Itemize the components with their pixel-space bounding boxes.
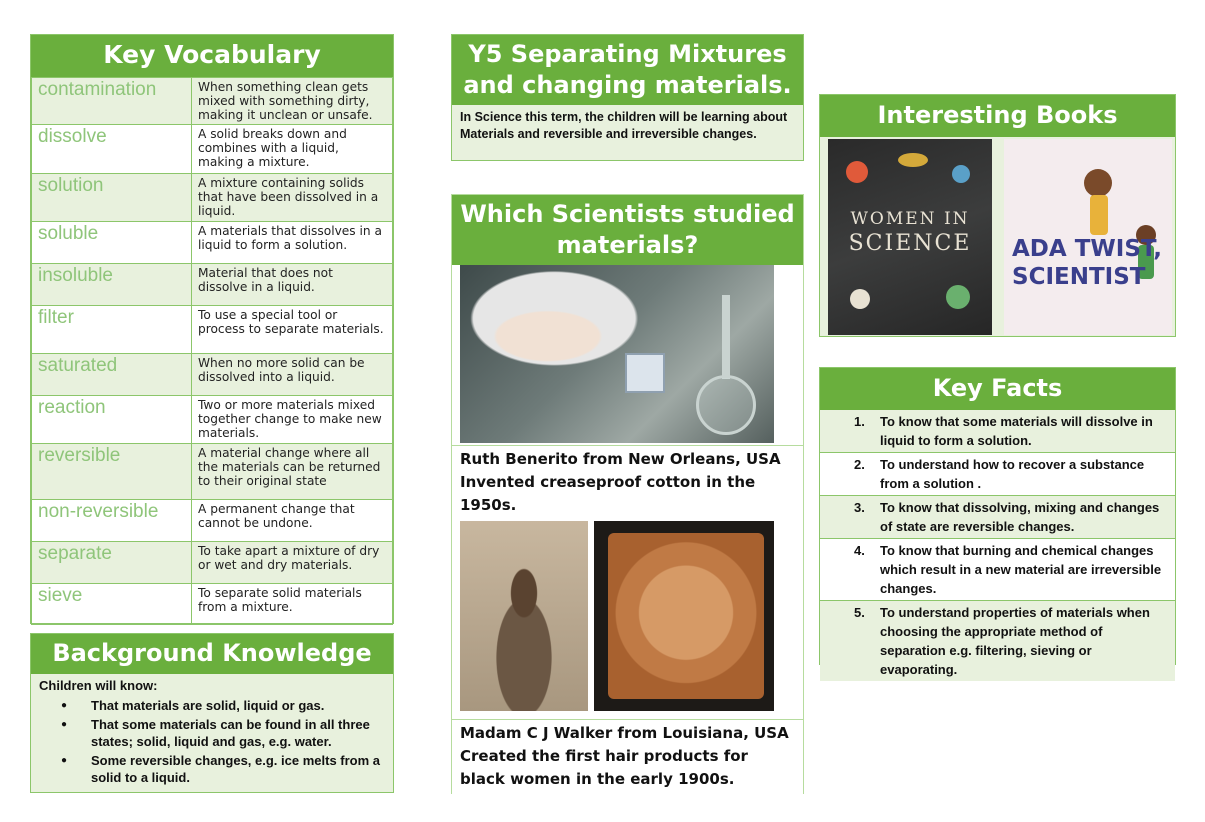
vocab-definition: A permanent change that cannot be undone. (192, 500, 393, 542)
vocab-term: insoluble (32, 264, 192, 306)
scientists-panel (451, 194, 804, 794)
background-item: ● That some materials can be found in all three states; solid, liquid and gas, e.g. water. (61, 716, 393, 750)
key-fact-item (820, 410, 1175, 453)
madam-walker-photo (460, 521, 588, 711)
decor-dot (898, 153, 928, 167)
vocab-term: soluble (32, 222, 192, 264)
key-fact-text: To understand properties of materials when choosing the appropriate method of separation e.g. filtering, sieving or evaporating. (880, 605, 1150, 677)
book1-title-line2: SCIENCE (848, 231, 972, 256)
key-fact-number: 2. (854, 457, 865, 472)
vocab-row (32, 174, 393, 222)
vocab-row (32, 542, 393, 584)
key-fact-item (820, 453, 1175, 496)
key-facts-title: Key Facts (820, 368, 1175, 410)
vocab-row (32, 125, 393, 174)
vocab-term: reversible (32, 444, 192, 500)
decor-figure (1084, 169, 1112, 197)
vocab-row (32, 396, 393, 444)
background-knowledge-title: Background Knowledge (31, 634, 393, 674)
madam-walker-caption: Madam C J Walker from Louisiana, USA Created the first hair products for black women in the early 1900s. (452, 719, 803, 795)
key-fact-number: 4. (854, 543, 865, 558)
vocab-definition: A solid breaks down and combines with a liquid, making a mixture. (192, 125, 393, 174)
key-fact-text: To know that some materials will dissolve in liquid to form a solution. (880, 414, 1153, 448)
interesting-books-title: Interesting Books (820, 95, 1175, 137)
vocab-row (32, 306, 393, 354)
key-fact-item (820, 539, 1175, 601)
key-fact-item (820, 496, 1175, 539)
vocab-definition: A materials that dissolves in a liquid to form a solution. (192, 222, 393, 264)
vocab-term: saturated (32, 354, 192, 396)
vocab-row (32, 222, 393, 264)
decor-dot (850, 289, 870, 309)
women-in-science-book-cover (828, 139, 992, 335)
background-list (31, 697, 393, 786)
vocab-definition: Two or more materials mixed together change to make new materials. (192, 396, 393, 444)
decor-dot (846, 161, 868, 183)
vocab-row (32, 584, 393, 625)
key-fact-text: To understand how to recover a substance from a solution . (880, 457, 1145, 491)
vocab-term: contamination (32, 78, 192, 125)
key-vocabulary-panel (30, 34, 394, 624)
vocab-term: filter (32, 306, 192, 354)
vocab-definition: To use a special tool or process to separate materials. (192, 306, 393, 354)
decor-dot (952, 165, 970, 183)
ruth-benerito-caption: Ruth Benerito from New Orleans, USA Invented creaseproof cotton in the 1950s. (452, 445, 803, 519)
vocab-term: separate (32, 542, 192, 584)
vocab-term: dissolve (32, 125, 192, 174)
vocab-definition: A mixture containing solids that have been dissolved in a liquid. (192, 174, 393, 222)
key-facts-panel (819, 367, 1176, 677)
vocab-definition: To take apart a mixture of dry or wet and dry materials. (192, 542, 393, 584)
background-item: ● Some reversible changes, e.g. ice melts from a solid to a liquid. (61, 752, 393, 786)
decor-dot (946, 285, 970, 309)
ruth-benerito-photo (460, 265, 774, 443)
image-placeholder-icon (625, 353, 665, 393)
vocab-term: non-reversible (32, 500, 192, 542)
vocab-definition: To separate solid materials from a mixture. (192, 584, 393, 625)
tin-shape (608, 533, 764, 699)
hair-product-tin-photo (594, 521, 774, 711)
vocab-term: solution (32, 174, 192, 222)
ada-twist-scientist-book-cover (1004, 139, 1172, 335)
key-facts-list (820, 410, 1175, 681)
vocab-row (32, 444, 393, 500)
unit-intro: In Science this term, the children will be learning about Materials and reversible and irreversible changes. (460, 110, 788, 141)
key-fact-number: 3. (854, 500, 865, 515)
book2-title: ADA TWIST, SCIENTIST (1012, 236, 1163, 290)
lab-flask-shape (696, 375, 756, 435)
scientists-title: Which Scientists studied materials? (452, 195, 803, 265)
vocab-term: reaction (32, 396, 192, 444)
vocabulary-table (31, 77, 393, 625)
interesting-books-panel (819, 94, 1176, 337)
background-knowledge-panel (30, 633, 394, 793)
key-fact-item (820, 601, 1175, 681)
vocab-row (32, 264, 393, 306)
key-fact-text: To know that dissolving, mixing and changes of state are reversible changes. (880, 500, 1160, 534)
vocab-definition: Material that does not dissolve in a liquid. (192, 264, 393, 306)
vocab-row (32, 500, 393, 542)
book1-title-line1: WOMEN IN (850, 209, 970, 229)
vocab-definition: When something clean gets mixed with something dirty, making it unclean or unsafe. (192, 78, 393, 125)
decor-figure (1090, 195, 1108, 235)
background-intro: Children will know: (39, 678, 158, 693)
background-item: ● That materials are solid, liquid or gas. (61, 697, 393, 714)
key-vocabulary-title: Key Vocabulary (31, 35, 393, 77)
vocab-row (32, 78, 393, 125)
unit-title-panel (451, 34, 804, 161)
key-fact-number: 5. (854, 605, 865, 620)
vocab-row (32, 354, 393, 396)
vocab-definition: A material change where all the materials can be returned to their original state (192, 444, 393, 500)
lab-tube-shape (722, 295, 730, 379)
unit-title: Y5 Separating Mixtures and changing materials. (452, 35, 803, 105)
vocab-term: sieve (32, 584, 192, 625)
vocab-definition: When no more solid can be dissolved into a liquid. (192, 354, 393, 396)
key-fact-number: 1. (854, 414, 865, 429)
key-fact-text: To know that burning and chemical changes which result in a new material are irreversible changes. (880, 543, 1162, 596)
